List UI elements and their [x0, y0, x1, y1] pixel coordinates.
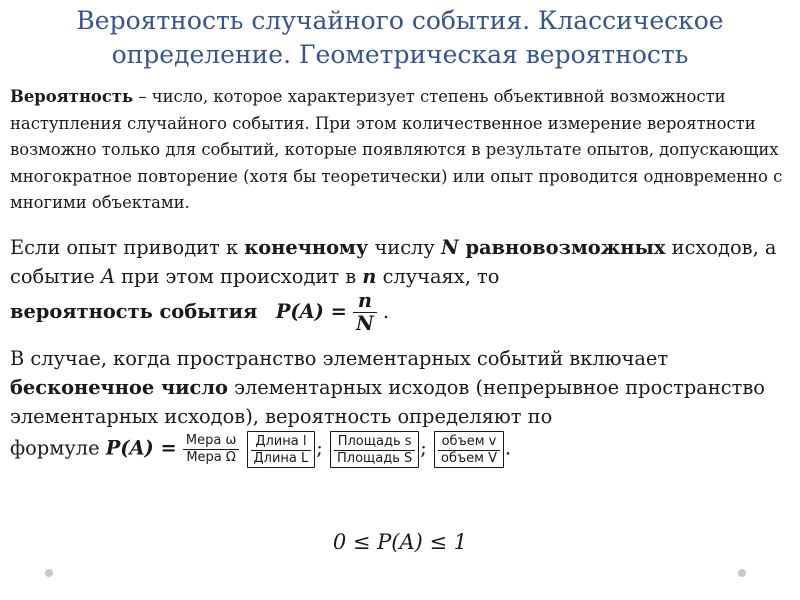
separator-2: ; — [420, 436, 427, 460]
classical-bold-finite: конечному — [244, 236, 369, 259]
geometric-formula-end: . — [505, 436, 512, 460]
area-denominator: Площадь S — [334, 450, 415, 466]
geometric-text-2: элементарных исходов (непрерывное пространство элементарных исходов), вероятность определяют по — [10, 376, 765, 428]
title-line-1: Вероятность случайного события. Классическое — [76, 6, 724, 35]
area-numerator: Площадь s — [337, 433, 412, 449]
classical-text-2: числу — [368, 236, 441, 259]
geometric-definition-paragraph — [10, 344, 790, 468]
length-fraction — [251, 435, 312, 465]
classical-formula-lhs: P(A) = — [275, 299, 347, 323]
classical-text-4: при этом происходит в — [114, 265, 363, 288]
classical-text-5: случаях, то — [376, 265, 500, 288]
classical-symbol-N: N — [440, 236, 459, 259]
definition-term: Вероятность — [10, 87, 134, 106]
decorative-dot-right — [738, 569, 746, 577]
measure-numerator: Мера ω — [185, 433, 237, 449]
page-title — [0, 4, 800, 72]
probability-inequality: 0 ≤ P(A) ≤ 1 — [332, 530, 468, 554]
length-numerator: Длина l — [255, 433, 307, 449]
geometric-text-1: В случае, когда пространство элементарных событий включает — [10, 347, 669, 370]
volume-fraction — [438, 435, 500, 465]
classical-text-1: Если опыт приводит к — [10, 236, 245, 259]
classical-definition-paragraph — [10, 233, 790, 335]
definition-text: – число, которое характеризует степень объективной возможности наступления случайного события. При этом количественное измерение вероятности возможно только для событий, которые появляются в результате опытов, допускающих многократное повторение (хотя бы теоретически) или опыт проводится одновременно с многими объектами. — [10, 87, 783, 212]
geometric-formula-lhs: P(A) = — [105, 436, 177, 460]
geometric-bold-infinite: бесконечное число — [10, 376, 228, 399]
length-denominator: Длина L — [251, 450, 312, 466]
classical-formula-end: . — [382, 299, 390, 323]
geometric-text-3: формуле — [10, 436, 106, 460]
classical-fraction-numerator: n — [357, 289, 372, 312]
definition-paragraph — [10, 84, 790, 217]
measure-fraction — [183, 434, 239, 464]
area-bracket — [330, 431, 419, 468]
decorative-dot-left — [45, 569, 53, 577]
classical-fraction-denominator: N — [353, 312, 377, 334]
classical-fraction — [353, 291, 377, 335]
classical-symbol-A: A — [100, 265, 115, 288]
length-bracket — [247, 431, 316, 468]
classical-symbol-n: n — [362, 265, 377, 288]
area-fraction — [334, 435, 415, 465]
classical-bold-equiprobable: равновозможных — [458, 236, 666, 259]
volume-denominator: объем V — [438, 450, 500, 466]
classical-bold-probability: вероятность события — [10, 299, 258, 323]
volume-numerator: объем v — [441, 433, 497, 449]
measure-denominator: Мера Ω — [183, 449, 239, 465]
separator-1: ; — [316, 436, 323, 460]
classical-text-3: исходов, а событие — [10, 236, 777, 288]
title-line-2: определение. Геометрическая вероятность — [111, 40, 689, 69]
volume-bracket — [434, 431, 504, 468]
